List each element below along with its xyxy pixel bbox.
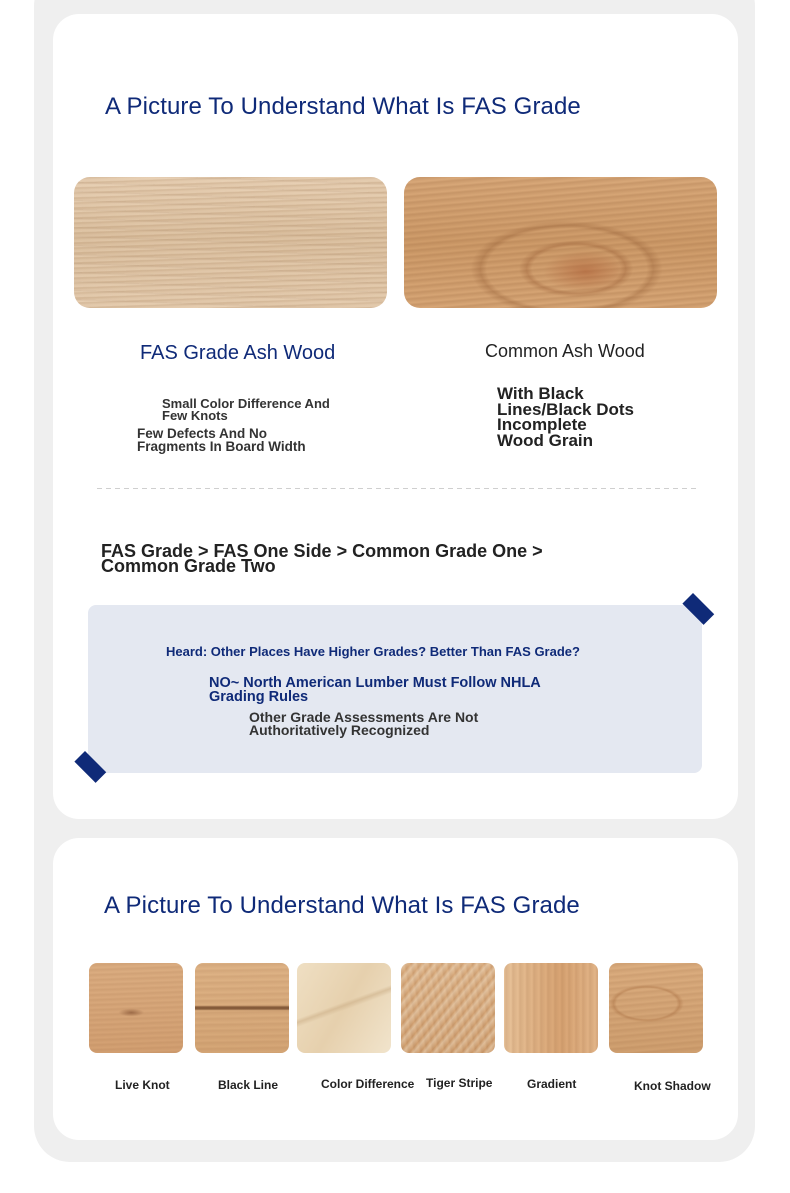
black-line-image — [195, 963, 289, 1053]
defect-label: Knot Shadow — [634, 1079, 711, 1093]
defect-label: Gradient — [527, 1077, 577, 1091]
callout-answer: NO~ North American Lumber Must Follow NHLA Grading Rules — [209, 675, 541, 705]
gradient-image — [504, 963, 598, 1053]
fas-point-1: Small Color Difference And Few Knots — [162, 396, 330, 423]
defect-label: Black Line — [218, 1078, 279, 1092]
fas-ash-wood-image — [74, 177, 387, 308]
callout-question: Heard: Other Places Have Higher Grades? Better Than FAS Grade? — [166, 644, 580, 659]
grade-ranking: FAS Grade > FAS One Side > Common Grade One > Common Grade Two — [101, 541, 543, 576]
common-points: With Black Lines/Black Dots Incomplete Wood Grain — [497, 384, 634, 450]
defect-label: Live Knot — [115, 1078, 170, 1092]
defect-label: Color Difference — [321, 1077, 415, 1091]
knot-shadow-image — [609, 963, 703, 1053]
section-heading: A Picture To Understand What Is FAS Grade — [104, 892, 580, 919]
color-difference-image — [297, 963, 391, 1053]
callout-note: Other Grade Assessments Are Not Authoritatively Recognized — [249, 709, 479, 738]
tiger-stripe-image — [401, 963, 495, 1053]
fas-point-2: Few Defects And No Fragments In Board Width — [137, 426, 306, 454]
fas-grade-title: FAS Grade Ash Wood — [140, 342, 336, 364]
live-knot-image — [89, 963, 183, 1053]
divider — [97, 488, 697, 489]
defect-label: Tiger Stripe — [426, 1076, 493, 1090]
common-grade-title: Common Ash Wood — [485, 341, 645, 361]
section-heading: A Picture To Understand What Is FAS Grade — [105, 93, 581, 120]
common-ash-wood-image — [404, 177, 717, 308]
